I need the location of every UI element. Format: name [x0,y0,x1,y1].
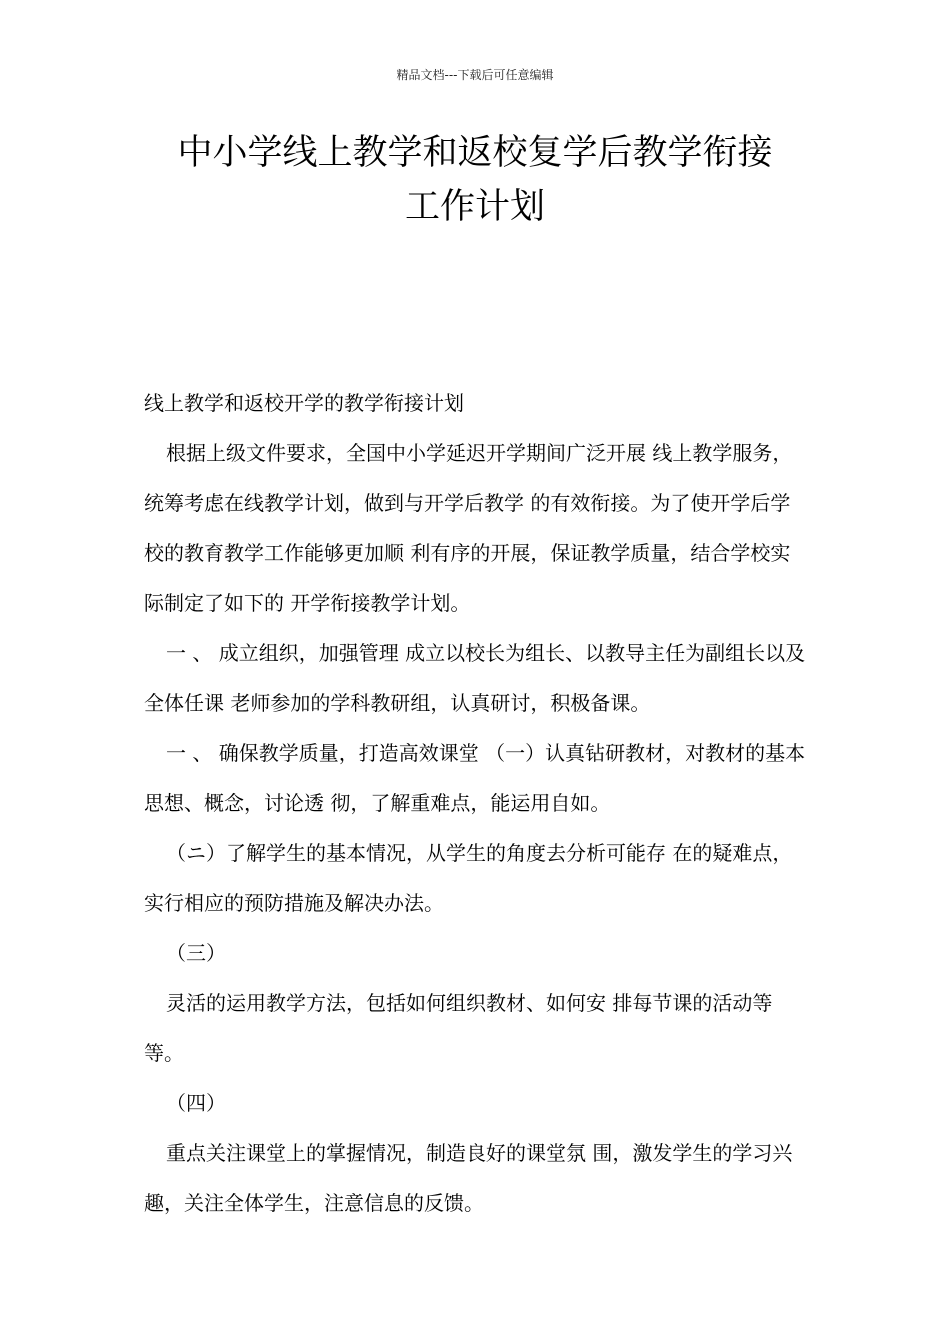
paragraph-item-4-label: （四） [166,1091,226,1115]
document-title-line-2: 工作计划 [404,187,545,227]
paragraph-item-3-label: （三） [166,941,226,965]
header-note: 精品文档---下载后可任意编辑 [396,68,554,82]
paragraph-intro: 根据上级文件要求，全国中小学延迟开学期间广泛开展 线上教学服务，统筹考虑在线教学计划，做到与开学后教学 的有效衔接。为了使开学后学校的教育教学工作能够更加顺 利有序的开展，保证教学质量，结合学校实际制定了如下的 开学衔接教学计划。 [144,441,793,615]
paragraph-item-3: 灵活的运用教学方法，包括如何组织教材、如何安 排每节课的活动等等。 [144,991,773,1065]
paragraph-section-2: 一 、 确保教学质量，打造高效课堂 （一）认真钻研教材，对教材的基本思想、概念，讨论透 彻，了解重难点，能运用自如。 [144,741,806,815]
document-title-line-1: 中小学线上教学和返校复学后教学衔接 [177,133,773,173]
paragraph-section-1: 一 、 成立组织，加强管理 成立以校长为组长、以教导主任为副组长以及全体任课 老师参加的学科教研组，认真研讨，积极备课。 [144,641,806,715]
document-body [144,378,808,1228]
paragraph-item-4: 重点关注课堂上的掌握情况，制造良好的课堂氛 围，激发学生的学习兴趣，关注全体学生，注意信息的反馈。 [144,1141,793,1215]
document-title [120,126,830,234]
paragraph-item-2: （ニ）了解学生的基本情况，从学生的角度去分析可能存 在的疑难点，实行相应的预防措施及解决办法。 [144,841,793,915]
paragraph-subtitle: 线上教学和返校开学的教学衔接计划 [144,391,464,415]
